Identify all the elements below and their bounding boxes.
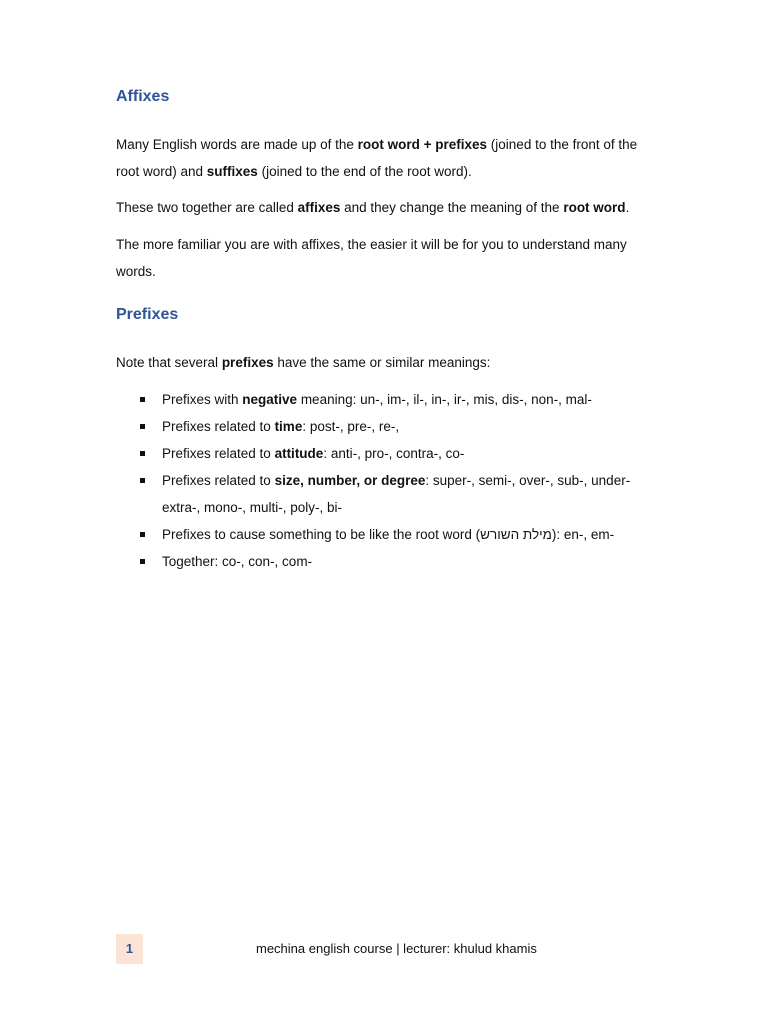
paragraph-prefixes-note (116, 349, 656, 376)
square-bullet-icon (140, 451, 145, 456)
text-run: Together: co-, con-, com- (162, 554, 313, 569)
text-run: : super-, semi-, over-, sub-, under-extra-, mono-, multi-, poly-, bi- (162, 473, 631, 515)
list-item (116, 548, 656, 575)
prefix-list (116, 386, 656, 575)
text-run: Prefixes related to (162, 473, 275, 488)
text-run: These two together are called (116, 200, 298, 215)
paragraph-affixes-intro (116, 131, 656, 185)
text-run: Many English words are made up of the (116, 137, 358, 152)
text-run: and they change the meaning of the (340, 200, 564, 215)
text-run: (joined to the front of the root word) and (116, 137, 638, 179)
text-run: have the same or similar meanings: (273, 355, 491, 370)
bold-run: root word + prefixes (357, 137, 488, 152)
text-run: : anti-, pro-, contra-, co- (323, 446, 465, 461)
text-run: Prefixes with (162, 392, 243, 407)
text-run: (joined to the end of the root word). (257, 164, 472, 179)
text-run: . (625, 200, 630, 215)
square-bullet-icon (140, 532, 145, 537)
text-run: : post-, pre-, re-, (302, 419, 400, 434)
bold-run: attitude (274, 446, 324, 461)
page-number: 1 (116, 934, 143, 964)
square-bullet-icon (140, 424, 145, 429)
paragraph-affixes-definition (116, 194, 656, 221)
square-bullet-icon (140, 478, 145, 483)
bold-run: affixes (297, 200, 341, 215)
bold-run: time (274, 419, 303, 434)
text-run: meaning: un-, im-, il-, in-, ir-, mis, dis-, non-, mal- (297, 392, 592, 407)
bold-run: root word (563, 200, 626, 215)
square-bullet-icon (140, 559, 145, 564)
text-run: Prefixes related to (162, 446, 275, 461)
footer-text: mechina english course | lecturer: khulud khamis (256, 941, 537, 956)
bold-run: prefixes (221, 355, 274, 370)
bold-run: negative (242, 392, 298, 407)
text-run: Note that several (116, 355, 222, 370)
heading-prefixes: Prefixes (116, 306, 179, 323)
text-run: Prefixes related to (162, 419, 275, 434)
list-item (116, 521, 656, 548)
text-run: Prefixes to cause something to be like the root word (מילת השורש): en-, em- (162, 527, 615, 542)
list-item (116, 440, 656, 467)
paragraph-familiarity: The more familiar you are with affixes, the easier it will be for you to understand many words. (116, 237, 627, 279)
square-bullet-icon (140, 397, 145, 402)
heading-affixes: Affixes (116, 88, 170, 105)
bold-run: suffixes (206, 164, 258, 179)
list-item (116, 467, 656, 521)
page-footer (0, 934, 768, 964)
list-item (116, 386, 656, 413)
list-item (116, 413, 656, 440)
bold-run: size, number, or degree (274, 473, 426, 488)
